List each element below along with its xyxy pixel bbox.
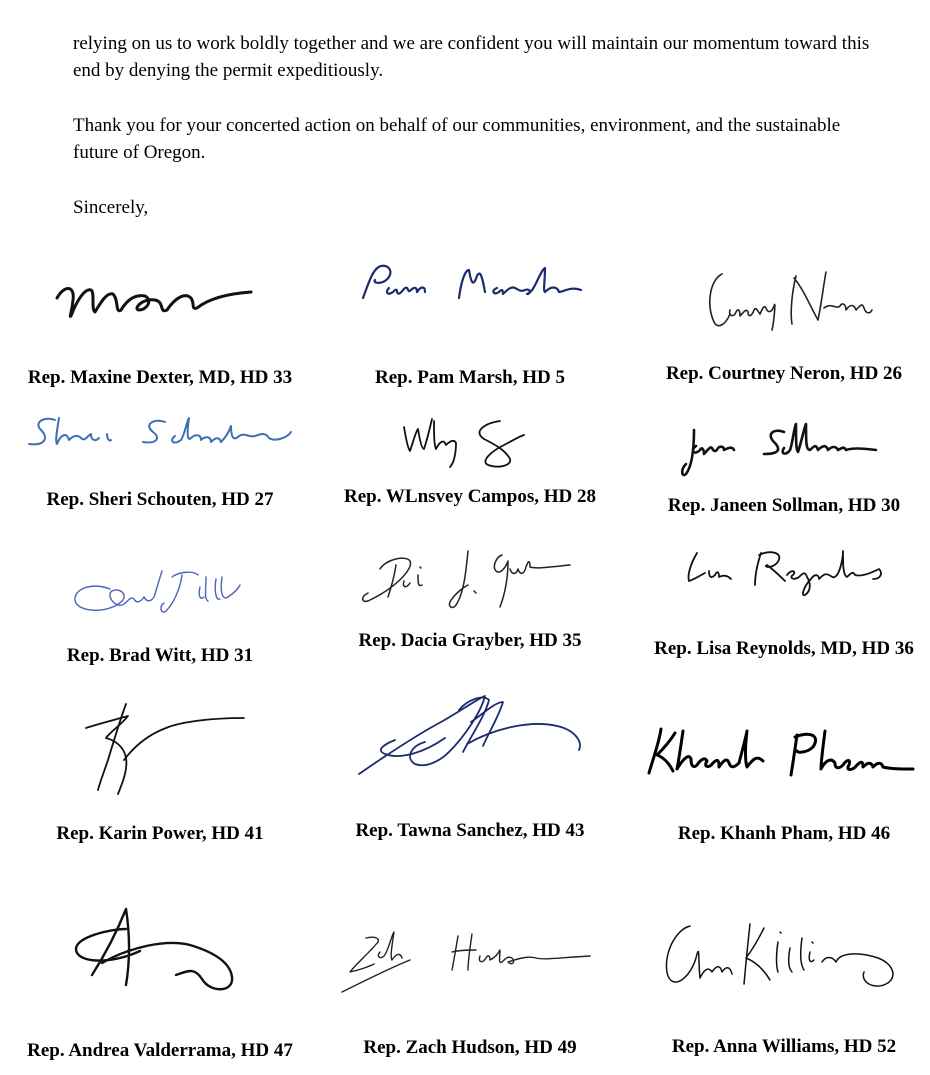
signature-karin-power [80, 700, 250, 800]
signature-khanh-pham [645, 725, 915, 780]
signer-name: Rep. Karin Power, HD 41 [56, 823, 264, 844]
signer-name: Rep. Lisa Reynolds, MD, HD 36 [654, 638, 914, 659]
signature-maxine-dexter [55, 270, 255, 330]
letter-paragraph-1: relying on us to work boldly together and we are confident you will maintain our momentum toward this end by denying the permit expeditiously. [73, 33, 870, 81]
signer-name: Rep. Maxine Dexter, MD, HD 33 [27, 367, 293, 388]
signature-courtney-neron [700, 262, 875, 337]
signature-lisa-reynolds [675, 545, 890, 600]
signature-anna-williams [660, 918, 910, 1003]
signer-name: Rep. Anna Williams, HD 52 [671, 1036, 897, 1057]
signer-name: Rep. Courtney Neron, HD 26 [665, 363, 903, 384]
signature-janeen-sollman [680, 420, 885, 480]
signature-pam-marsh [355, 262, 585, 307]
signer-name: Rep. Pam Marsh, HD 5 [375, 367, 565, 388]
signature-dacia-grayber [360, 545, 575, 615]
signer-name: Rep. Brad Witt, HD 31 [66, 645, 254, 666]
signature-sheri-schouten [25, 412, 295, 452]
signer-name: Rep. Khanh Pham, HD 46 [677, 823, 891, 844]
signature-wlnsvey-campos [400, 415, 530, 475]
letter-paragraph-2: Thank you for your concerted action on behalf of our communities, environment, and the sustainable future of Oregon. [73, 115, 841, 163]
signer-name: Rep. Andrea Valderrama, HD 47 [27, 1040, 293, 1061]
signer-name: Rep. Zach Hudson, HD 49 [363, 1037, 577, 1058]
signer-name: Rep. Tawna Sanchez, HD 43 [355, 820, 585, 841]
signer-name: Rep. Dacia Grayber, HD 35 [358, 630, 582, 651]
signer-name: Rep. Sheri Schouten, HD 27 [46, 489, 274, 510]
signature-brad-witt [70, 567, 245, 619]
signature-zach-hudson [340, 930, 600, 1000]
signer-name: Rep. Janeen Sollman, HD 30 [667, 495, 901, 516]
closing-salutation: Sincerely, [73, 197, 149, 218]
signature-tawna-sanchez [355, 692, 585, 784]
signer-name: Rep. WLnsvey Campos, HD 28 [344, 486, 596, 507]
signature-andrea-valderrama [70, 905, 240, 1000]
